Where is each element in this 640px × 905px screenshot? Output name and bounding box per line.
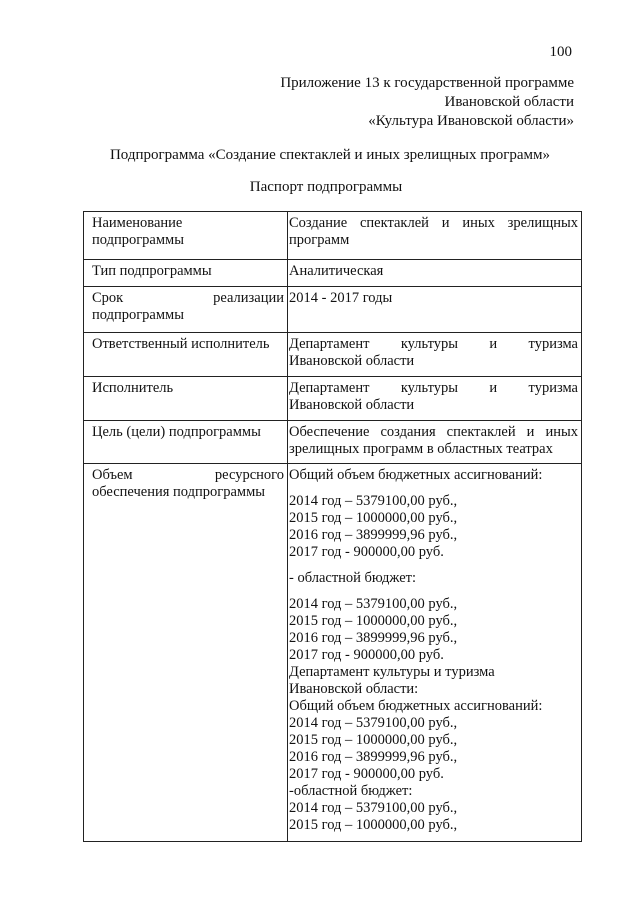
appendix-line: «Культура Ивановской области» xyxy=(368,113,574,129)
funding-header: Общий объем бюджетных ассигнований: xyxy=(289,698,543,714)
row-label: Тип подпрограммы xyxy=(84,260,288,287)
funding-year-line: 2014 год – 5379100,00 руб., xyxy=(289,596,458,612)
department-name: Департамент культуры и туризма xyxy=(289,664,495,680)
label-line: Наименование xyxy=(92,215,183,231)
table-row xyxy=(84,212,582,260)
value-line: Создание спектаклей и иных зрелищных xyxy=(289,215,578,231)
subprogram-title: Подпрограмма «Создание спектаклей и иных зрелищных программ» xyxy=(109,147,551,163)
passport-table xyxy=(83,211,582,842)
value-line: Обеспечение создания спектаклей и иных xyxy=(289,424,578,440)
value-line: Департамент культуры и туризма xyxy=(289,336,578,352)
funding-year-line: 2016 год – 3899999,96 руб., xyxy=(289,749,458,765)
row-label: Исполнитель xyxy=(84,377,288,421)
funding-header: -областной бюджет: xyxy=(289,783,413,799)
funding-year-line: 2016 год – 3899999,96 руб., xyxy=(289,527,458,543)
row-value xyxy=(288,377,582,421)
funding-header: - областной бюджет: xyxy=(289,570,417,586)
table-row xyxy=(84,287,582,333)
value-line: зрелищных программ в областных театрах xyxy=(289,441,553,457)
funding-year-line: 2015 год – 1000000,00 руб., xyxy=(289,613,458,629)
row-value: 2014 - 2017 годы xyxy=(288,287,582,333)
funding-year-line: 2016 год – 3899999,96 руб., xyxy=(289,630,458,646)
row-value xyxy=(288,421,582,464)
funding-year-line: 2015 год – 1000000,00 руб., xyxy=(289,510,458,526)
row-label: Ответственный исполнитель xyxy=(84,333,288,377)
funding-year-line: 2017 год - 900000,00 руб. xyxy=(289,647,444,663)
row-label xyxy=(84,464,288,842)
funding-year-line: 2017 год - 900000,00 руб. xyxy=(289,766,444,782)
value-line: программ xyxy=(289,232,350,248)
value-line: Ивановской области xyxy=(289,353,415,369)
appendix-line: Приложение 13 к государственной программе xyxy=(280,75,574,91)
page-number: 100 xyxy=(549,44,572,60)
row-label: Цель (цели) подпрограммы xyxy=(84,421,288,464)
table-row xyxy=(84,464,582,842)
row-value xyxy=(288,212,582,260)
label-line: подпрограммы xyxy=(92,232,184,248)
passport-title: Паспорт подпрограммы xyxy=(249,179,403,195)
table-row xyxy=(84,333,582,377)
funding-year-line: 2014 год – 5379100,00 руб., xyxy=(289,493,458,509)
appendix-header xyxy=(280,74,574,131)
table-row xyxy=(84,377,582,421)
table-row xyxy=(84,421,582,464)
department-name: Ивановской области: xyxy=(289,681,419,697)
funding-year-line: 2015 год – 1000000,00 руб., xyxy=(289,732,458,748)
funding-year-line: 2015 год – 1000000,00 руб., xyxy=(289,817,458,833)
label-line: обеспечения подпрограммы xyxy=(92,484,266,500)
label-line: Срок реализации xyxy=(92,290,284,306)
funding-year-line: 2017 год - 900000,00 руб. xyxy=(289,544,444,560)
label-line: Объем ресурсного xyxy=(92,467,284,483)
label-line: подпрограммы xyxy=(92,307,184,323)
appendix-line: Ивановской области xyxy=(444,94,574,110)
row-value: Аналитическая xyxy=(288,260,582,287)
funding-details xyxy=(288,464,582,842)
row-label xyxy=(84,287,288,333)
value-line: Департамент культуры и туризма xyxy=(289,380,578,396)
funding-year-line: 2014 год – 5379100,00 руб., xyxy=(289,715,458,731)
value-line: Ивановской области xyxy=(289,397,415,413)
row-label xyxy=(84,212,288,260)
funding-header: Общий объем бюджетных ассигнований: xyxy=(289,467,543,483)
row-value xyxy=(288,333,582,377)
table-row xyxy=(84,260,582,287)
funding-year-line: 2014 год – 5379100,00 руб., xyxy=(289,800,458,816)
